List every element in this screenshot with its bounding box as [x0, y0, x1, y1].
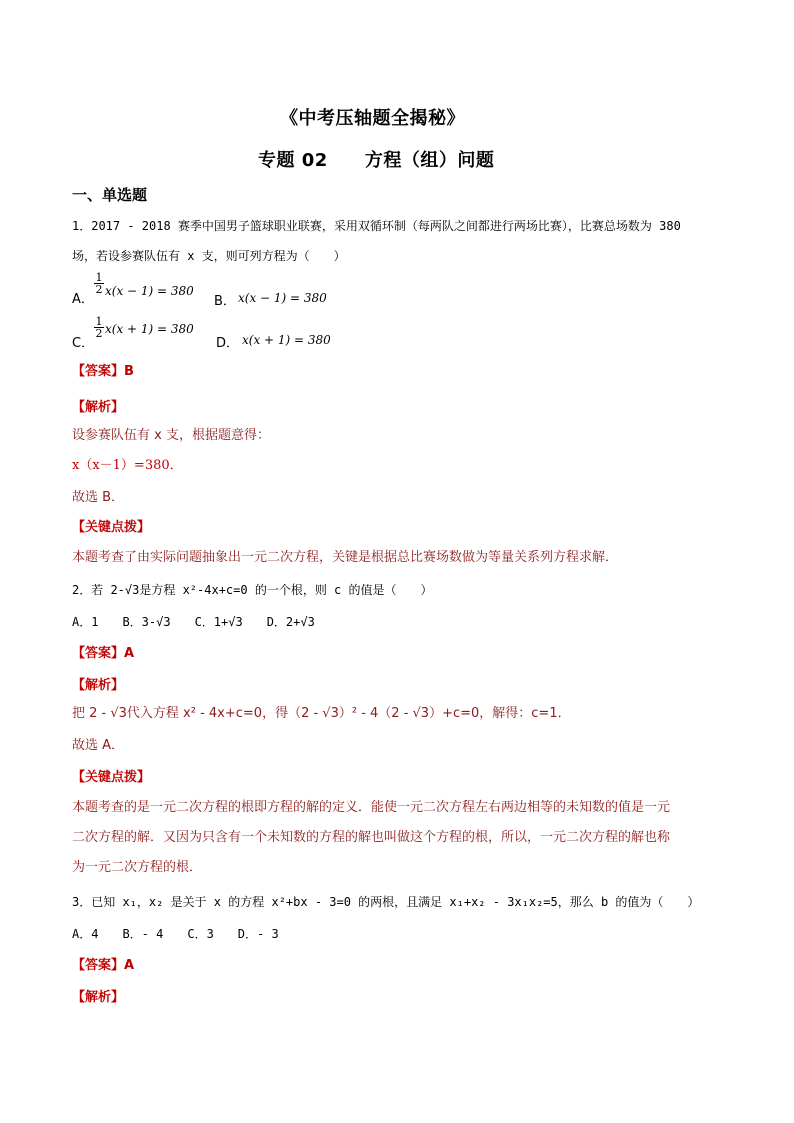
q2-key-line1: 本题考查的是一元二次方程的根即方程的解的定义．能使一元二次方程左右两边相等的未知数的值是一元	[72, 800, 671, 815]
topic-title: 专题 02 方程（组）问题	[258, 150, 495, 171]
q1-option-d-expression: x(x + 1) = 380	[242, 333, 331, 347]
fraction-numerator: 1	[95, 315, 103, 328]
q2-key-tag: 【关键点拨】	[72, 770, 151, 785]
q1-option-c-expression: x(x + 1) = 380	[105, 322, 194, 336]
fraction-numerator: 1	[95, 271, 103, 284]
q2-options: A．1 B．3-√3 C．1+√3 D．2+√3	[72, 615, 315, 629]
series-title: 《中考压轴题全揭秘》	[280, 108, 465, 129]
q2-stem: 2．若 2-√3是方程 x²-4x+c=0 的一个根，则 c 的值是（ ）	[72, 583, 433, 597]
q1-analysis-line1: 设参赛队伍有 x 支，根据题意得：	[72, 428, 270, 443]
fraction-denominator: 2	[95, 283, 103, 296]
q1-option-b-expression: x(x − 1) = 380	[238, 291, 327, 305]
q3-stem: 3．已知 x₁，x₂ 是关于 x 的方程 x²+bx - 3=0 的两根，且满足 x₁+x₂ - 3x₁x₂=5，那么 b 的值为（ ）	[72, 895, 700, 909]
fraction-denominator: 2	[95, 327, 103, 340]
q1-stem-line1: 1．2017 - 2018 赛季中国男子篮球职业联赛，采用双循环制（每两队之间都进行两场比赛），比赛总场数为 380	[72, 219, 681, 233]
q1-answer: 【答案】B	[72, 364, 134, 379]
q2-analysis-tag: 【解析】	[72, 678, 125, 693]
q1-analysis-line2: x（x－1）=380．	[72, 458, 183, 473]
q1-stem-line2: 场，若设参赛队伍有 x 支，则可列方程为（ ）	[72, 249, 346, 263]
q3-answer: 【答案】A	[72, 958, 135, 973]
q2-conclusion: 故选 A．	[72, 738, 125, 753]
q1-option-a-fraction	[94, 272, 104, 295]
q1-option-b-label: B．	[214, 294, 236, 309]
section-heading: 一、单选题	[72, 186, 148, 204]
q1-analysis-tag: 【解析】	[72, 400, 125, 415]
q1-option-c-label: C．	[72, 336, 95, 351]
q1-option-c-fraction	[94, 316, 104, 339]
q2-key-line3: 为一元二次方程的根．	[72, 860, 203, 875]
q1-option-a-expression: x(x − 1) = 380	[105, 284, 194, 298]
q2-analysis-line: 把 2 - √3代入方程 x² - 4x+c=0，得（2 - √3）² - 4（2 - √3）+c=0，解得：c=1．	[72, 706, 571, 721]
q1-conclusion: 故选 B．	[72, 490, 125, 505]
q1-option-d-label: D．	[216, 336, 240, 351]
q2-answer: 【答案】A	[72, 646, 135, 661]
q1-option-a-label: A．	[72, 292, 94, 307]
q1-key-text: 本题考查了由实际问题抽象出一元二次方程，关键是根据总比赛场数做为等量关系列方程求解．	[72, 550, 619, 565]
q1-key-tag: 【关键点拨】	[72, 520, 151, 535]
q3-options: A．4 B．- 4 C．3 D．- 3	[72, 927, 279, 941]
q3-analysis-tag: 【解析】	[72, 990, 125, 1005]
q2-key-line2: 二次方程的解．又因为只含有一个未知数的方程的解也叫做这个方程的根，所以，一元二次方程的解也称	[72, 830, 671, 845]
